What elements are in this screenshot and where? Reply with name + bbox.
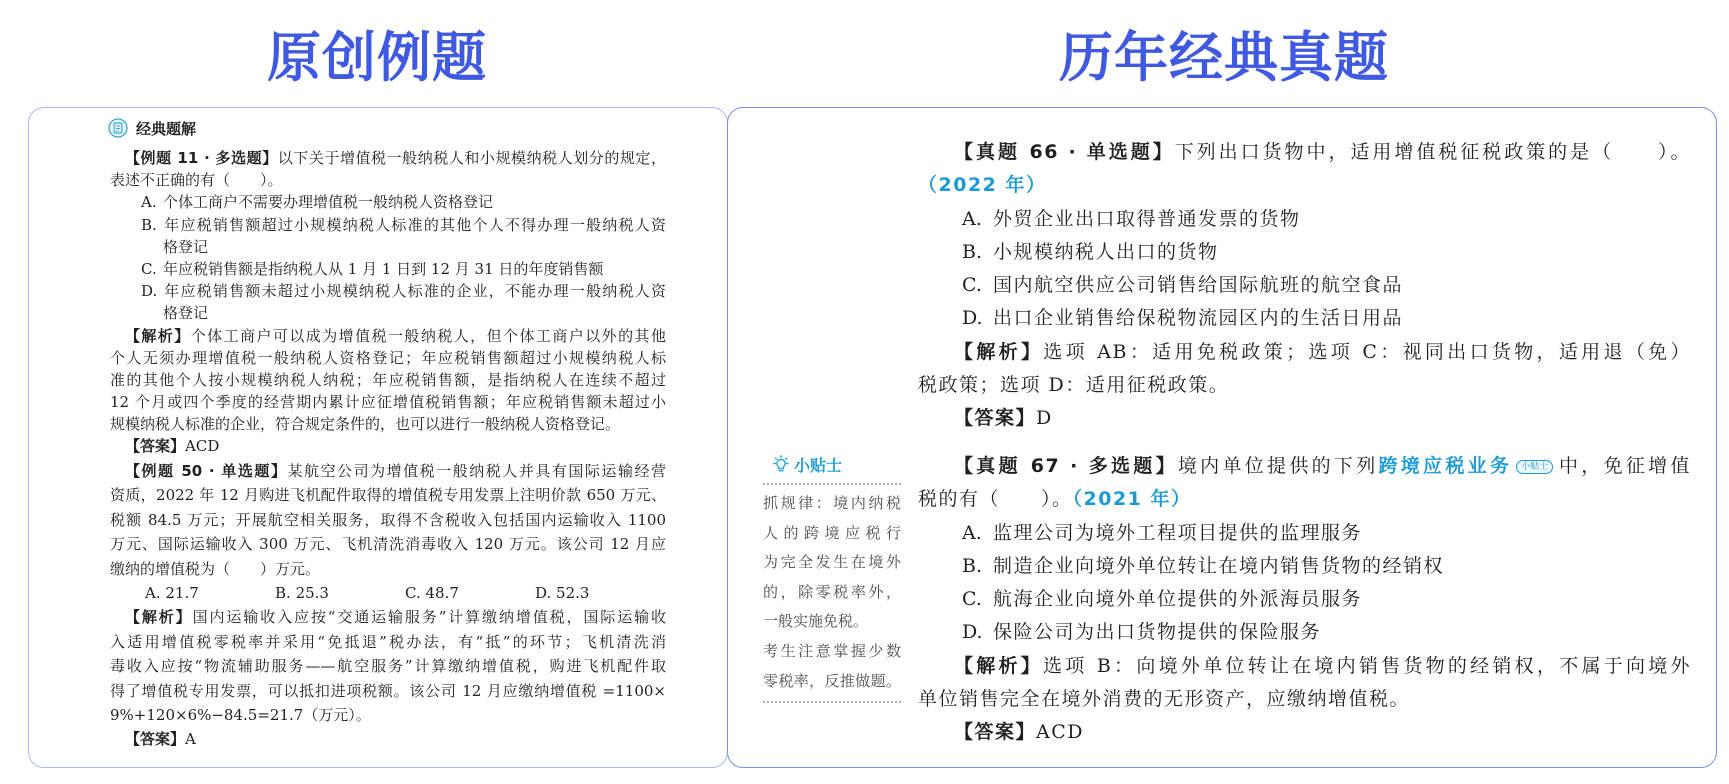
options-row [110, 581, 666, 605]
lightbulb-icon [773, 455, 789, 473]
analysis-label: 【解析】 [125, 326, 191, 345]
option-c [405, 581, 535, 605]
answer-label: 【答案】 [125, 730, 186, 749]
analysis-line: 9%+120×6%−84.5=21.7（万元）。 [110, 705, 371, 724]
option-text: 出口企业销售给保税物流园区内的生活日用品 [993, 307, 1404, 330]
option-label: D. [141, 282, 158, 301]
option-b [918, 236, 1691, 269]
option-b [110, 214, 666, 236]
analysis-line: 税政策；选项 D：适用征税政策。 [918, 374, 1230, 397]
option-d [918, 302, 1691, 335]
option-text: 制造企业向境外单位转让在境内销售货物的经销权 [993, 554, 1445, 577]
tip-line: 考生注意掌握少数 [763, 641, 901, 660]
analysis-label: 【解析】 [954, 340, 1044, 363]
question-stem-line: 资质，2022 年 12 月购进飞机配件取得的增值税专用发票上注明价款 650 万元、 [110, 486, 666, 505]
analysis-line: 得了增值税专用发票，可以抵扣进项税额。该公司 12 月应缴纳增值税 =1100× [110, 681, 666, 700]
option-text: 小规模纳税人出口的货物 [993, 240, 1219, 263]
option-c [110, 258, 666, 280]
question-tag: 【真题 66 · 单选题】 [954, 141, 1175, 163]
analysis-line: 毒收入应按“物流辅助服务——航空服务”计算缴纳增值税，购进飞机配件取 [110, 657, 666, 676]
option-text-continued: 格登记 [163, 304, 209, 323]
tip-title: 小贴士 [794, 455, 843, 475]
question-stem-line [918, 483, 1691, 516]
tip-sidebar [763, 451, 901, 707]
option-text: 21.7 [165, 583, 199, 602]
option-text: 25.3 [295, 583, 329, 602]
analysis-line: 单位销售完全在境外消费的无形资产，应缴纳增值税。 [918, 688, 1411, 711]
analysis-line: 个人无须办理增值税一般纳税人资格登记；年应税销售额超过小规模纳税人标 [110, 348, 666, 367]
question-66 [918, 136, 1691, 436]
answer-line [110, 727, 666, 751]
analysis-text: 个体工商户可以成为增值税一般纳税人，但个体工商户以外的其他 [190, 326, 666, 345]
option-text: 监理公司为境外工程项目提供的监理服务 [993, 521, 1363, 544]
option-c [918, 269, 1691, 302]
option-text: 年应税销售额超过小规模纳税人标准的其他个人不得办理一般纳税人资 [163, 215, 666, 234]
analysis-line: 12 个月或四个季度的经营期内累计应征增值税销售额；年应税销售额未超过小 [110, 393, 666, 412]
tip-line: 的，除零税率外， [763, 582, 901, 601]
analysis-text: 选项 B：向境外单位转让在境内销售货物的经销权，不属于向境外 [1043, 654, 1691, 677]
option-text: 外贸企业出口取得普通发票的货物 [993, 207, 1301, 230]
question-stem-text: 中，免征增值 [1557, 455, 1691, 477]
answer-line [918, 402, 1691, 435]
analysis-label: 【解析】 [954, 654, 1044, 677]
question-stem-text: 税的有（ ）。 [918, 488, 1073, 511]
option-text: 个体工商户不需要办理增值税一般纳税人资格登记 [163, 193, 494, 212]
answer-label: 【答案】 [125, 437, 186, 456]
option-d [918, 616, 1691, 649]
question-tag: 【真题 67 · 多选题】 [954, 455, 1178, 477]
answer-line [918, 716, 1691, 749]
option-label: C. [962, 588, 982, 611]
option-label: B. [962, 240, 983, 263]
option-text-continued: 格登记 [163, 237, 209, 256]
option-label: A. [145, 583, 161, 602]
analysis-line: 规模纳税人标准的企业，符合规定条件的，也可以进行一般纳税人资格登记。 [110, 415, 621, 434]
tip-body [763, 489, 901, 696]
question-stem-line [918, 450, 1691, 483]
answer-value: ACD [185, 437, 220, 456]
analysis-line [918, 650, 1691, 683]
option-label: C. [405, 583, 421, 602]
option-text: 国内航空供应公司销售给国际航班的航空食品 [993, 274, 1404, 297]
right-title: 历年经典真题 [1059, 26, 1389, 89]
question-stem-line: 税额 84.5 万元；开展航空相关服务，取得不含税收入包括国内运输收入 1100 [110, 510, 666, 529]
option-a [110, 191, 666, 213]
option-text: 保险公司为出口货物提供的保险服务 [993, 621, 1322, 644]
question-stem-line [110, 147, 666, 169]
tip-divider [763, 701, 901, 703]
question-tag: 【例题 11 · 多选题】 [125, 149, 278, 167]
question-stem-line: 表述不正确的有（ ）。 [110, 171, 283, 190]
option-text: 52.3 [556, 583, 590, 602]
original-examples-panel [28, 107, 728, 768]
option-label: D. [962, 621, 983, 644]
answer-label: 【答案】 [954, 721, 1037, 744]
answer-value: ACD [1036, 721, 1085, 744]
analysis-line [110, 325, 666, 347]
question-tag: 【例题 50 · 单选题】 [125, 462, 288, 480]
option-label: B. [141, 215, 157, 234]
section-title: 经典题解 [136, 119, 197, 138]
analysis-line [110, 605, 666, 629]
tip-line: 为完全发生在境外 [763, 553, 901, 572]
option-text: 48.7 [425, 583, 459, 602]
option-d [110, 280, 666, 302]
example-50 [110, 459, 666, 752]
analysis-text: 选项 AB：适用免税政策；选项 C：视同出口货物，适用退（免） [1043, 340, 1691, 363]
document-icon [108, 118, 128, 138]
option-label: A. [962, 207, 982, 230]
left-title: 原创例题 [267, 26, 487, 89]
tip-line: 抓规律：境内纳税 [763, 494, 901, 512]
question-stem-line [918, 136, 1691, 169]
option-label: B. [962, 554, 983, 577]
answer-label: 【答案】 [954, 407, 1037, 430]
option-text: 年应税销售额未超过小规模纳税人标准的企业，不能办理一般纳税人资 [163, 282, 666, 301]
option-label: A. [962, 521, 982, 544]
tip-header [763, 451, 901, 477]
highlighted-term: 跨境应税业务 [1378, 455, 1513, 477]
option-d [535, 581, 665, 605]
analysis-line [918, 336, 1691, 369]
question-year-line [918, 169, 1691, 202]
option-label: A. [141, 193, 157, 212]
question-stem-line [110, 459, 666, 483]
answer-line [110, 435, 666, 457]
question-stem-line: 缴纳的增值税为（ ）万元。 [110, 559, 321, 578]
tip-divider [763, 483, 901, 485]
tip-line: 人的跨境应税行 [763, 523, 901, 542]
tip-badge: 小贴士 [1516, 460, 1553, 474]
option-a [918, 517, 1691, 550]
question-stem-line: 万元、国际运输收入 300 万元、飞机清洗消毒收入 120 万元。该公司 12 月应 [110, 535, 666, 554]
answer-value: A [185, 730, 196, 749]
analysis-label: 【解析】 [125, 608, 193, 627]
question-year: （2021 年） [1072, 488, 1192, 511]
analysis-text: 国内运输收入应按“交通运输服务”计算缴纳增值税，国际运输收 [192, 608, 666, 627]
question-stem-text: 下列出口货物中，适用增值税征税政策的是（ ）。 [1174, 141, 1691, 163]
question-stem-text: 境内单位提供的下列 [1177, 455, 1379, 477]
section-header [108, 116, 196, 140]
option-a [918, 203, 1691, 236]
analysis-line: 入适用增值税零税率并采用“免抵退”税办法，有“抵”的环节；飞机清洗消 [110, 632, 666, 651]
option-label: C. [962, 274, 982, 297]
past-exam-questions-panel [727, 107, 1717, 768]
option-label: B. [275, 583, 291, 602]
example-11 [110, 147, 666, 458]
option-b [275, 581, 405, 605]
question-stem-text: 以下关于增值税一般纳税人和小规模纳税人划分的规定， [277, 149, 666, 167]
option-label: C. [141, 259, 157, 278]
option-label: D. [962, 307, 983, 330]
option-text: 年应税销售额是指纳税人从 1 月 1 日到 12 月 31 日的年度销售额 [163, 259, 604, 278]
option-c [918, 583, 1691, 616]
option-label: D. [535, 583, 552, 602]
question-67 [918, 450, 1691, 750]
option-text: 航海企业向境外单位提供的外派海员服务 [993, 588, 1363, 611]
question-stem-text: 某航空公司为增值税一般纳税人并具有国际运输经营 [287, 462, 666, 480]
option-a [145, 581, 275, 605]
tip-line: 零税率，反推做题。 [763, 671, 901, 690]
option-b [918, 550, 1691, 583]
analysis-line: 准的其他个人按小规模纳税人纳税；年应税销售额，是指纳税人在连续不超过 [110, 370, 666, 389]
tip-line: 一般实施免税。 [763, 612, 869, 631]
question-year: （2022 年） [918, 174, 1047, 197]
answer-value: D [1036, 407, 1053, 430]
